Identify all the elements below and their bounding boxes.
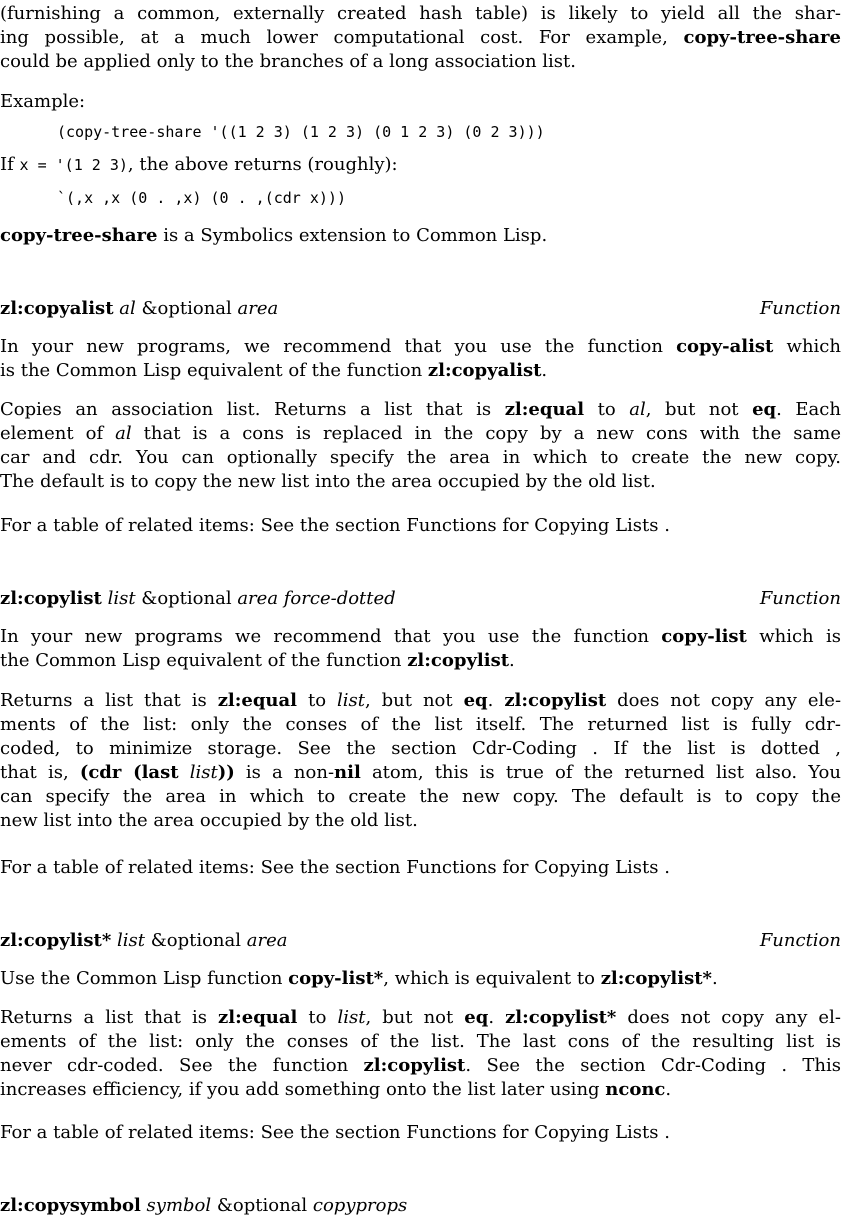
fn-ref: copy-tree-share <box>683 27 841 48</box>
entry-header-copylist-star: zl:copylist* list &optional area Function <box>0 930 841 951</box>
intro-line: could be applied only to the branches of a long association list. <box>0 51 576 72</box>
paragraph-line: increases efficiency, if you add something onto the list later using nconc. <box>0 1079 672 1100</box>
entry-header-copyalist: zl:copyalist al &optional area Function <box>0 298 841 319</box>
paragraph-line: In your new programs, we recommend that you use the function copy-alist which <box>0 336 841 357</box>
paragraph-line: element of al that is a cons is replaced in the copy by a new cons with the same <box>0 423 841 444</box>
result-note: If x = '(1 2 3), the above returns (roughly): <box>0 154 398 175</box>
entry-kind: Function <box>759 588 841 609</box>
entry-kind: Function <box>759 298 841 319</box>
example-label: Example: <box>0 91 86 112</box>
entry-header-copysymbol: zl:copysymbol symbol &optional copyprops <box>0 1195 408 1216</box>
entry-kind: Function <box>759 930 841 951</box>
paragraph-line: can specify the area in which to create the new copy. The default is to copy the <box>0 786 841 807</box>
paragraph-line: Returns a list that is zl:equal to list, but not eq. zl:copylist does not copy any ele- <box>0 690 841 711</box>
code-example: (copy-tree-share '((1 2 3) (1 2 3) (0 1 2 3) (0 2 3))) <box>57 123 545 141</box>
paragraph-line: In your new programs we recommend that you use the function copy-list which is <box>0 626 841 647</box>
paragraph-line: Use the Common Lisp function copy-list*, which is equivalent to zl:copylist*. <box>0 968 718 989</box>
entry-header-copylist: zl:copylist list &optional area force-dotted Function <box>0 588 841 609</box>
paragraph-line: Returns a list that is zl:equal to list, but not eq. zl:copylist* does not copy any el- <box>0 1007 841 1028</box>
paragraph-line: that is, (cdr (last list)) is a non-nil atom, this is true of the returned list also. You <box>0 762 841 783</box>
paragraph-line: new list into the area occupied by the old list. <box>0 810 418 831</box>
paragraph-line: The default is to copy the new list into the area occupied by the old list. <box>0 471 656 492</box>
code-result: `(,x ,x (0 . ,x) (0 . ,(cdr x))) <box>57 189 346 207</box>
paragraph-line: Copies an association list. Returns a list that is zl:equal to al, but not eq. Each <box>0 399 841 420</box>
paragraph-line: never cdr-coded. See the function zl:copylist. See the section Cdr-Coding . This <box>0 1055 841 1076</box>
paragraph-line: car and cdr. You can optionally specify the area in which to create the new copy. <box>0 447 841 468</box>
paragraph-line: coded, to minimize storage. See the section Cdr-Coding . If the list is dotted , <box>0 738 841 759</box>
related-link[interactable]: For a table of related items: See the section Functions for Copying Lists . <box>0 515 670 536</box>
paragraph-line: ements of the list: only the conses of the list. The last cons of the resulting list is <box>0 1031 841 1052</box>
paragraph-line: the Common Lisp equivalent of the function zl:copylist. <box>0 650 515 671</box>
intro-line: (furnishing a common, externally created hash table) is likely to yield all the shar- <box>0 3 841 24</box>
extension-note: copy-tree-share is a Symbolics extension to Common Lisp. <box>0 225 548 246</box>
related-link[interactable]: For a table of related items: See the section Functions for Copying Lists . <box>0 857 670 878</box>
related-link[interactable]: For a table of related items: See the section Functions for Copying Lists . <box>0 1122 670 1143</box>
paragraph-line: is the Common Lisp equivalent of the function zl:copyalist. <box>0 360 548 381</box>
intro-line: ing possible, at a much lower computational cost. For example, copy-tree-share <box>0 27 841 48</box>
paragraph-line: ments of the list: only the conses of the list itself. The returned list is fully cdr- <box>0 714 841 735</box>
